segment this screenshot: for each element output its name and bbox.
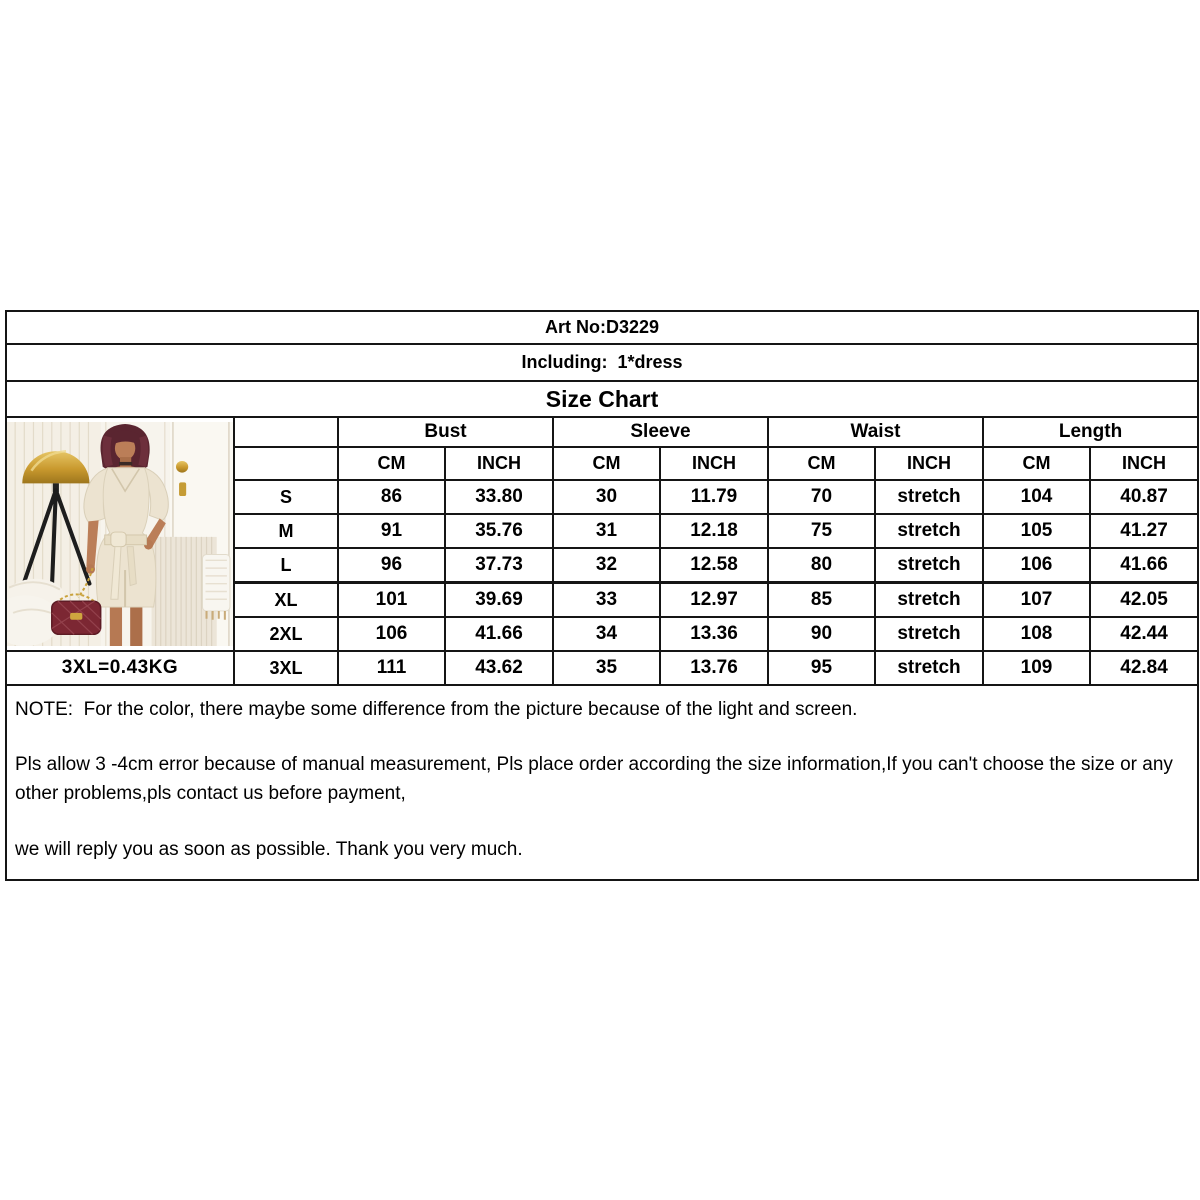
- door-keyhole: [179, 482, 186, 496]
- knitted-bag: [202, 554, 229, 619]
- bust-cm: 96: [338, 548, 445, 583]
- length-cm: 108: [983, 617, 1090, 651]
- waist-inch: stretch: [875, 651, 983, 685]
- sleeve-inch: 13.76: [660, 651, 768, 685]
- bust-inch: 35.76: [445, 514, 553, 548]
- sleeve-inch: 12.18: [660, 514, 768, 548]
- size-label: 2XL: [234, 617, 338, 651]
- length-inch: 42.05: [1090, 583, 1198, 618]
- waist-inch-header: INCH: [875, 447, 983, 480]
- waist-inch: stretch: [875, 514, 983, 548]
- waist-cm: 70: [768, 480, 875, 514]
- bust-inch-header: INCH: [445, 447, 553, 480]
- bust-inch: 43.62: [445, 651, 553, 685]
- bust-cm: 111: [338, 651, 445, 685]
- waist-inch: stretch: [875, 617, 983, 651]
- bust-cm: 106: [338, 617, 445, 651]
- bust-cm: 86: [338, 480, 445, 514]
- size-label: S: [234, 480, 338, 514]
- bust-cm: 101: [338, 583, 445, 618]
- col-group-length: Length: [983, 417, 1198, 447]
- sleeve-cm: 35: [553, 651, 660, 685]
- bust-inch: 39.69: [445, 583, 553, 618]
- length-inch: 41.27: [1090, 514, 1198, 548]
- bust-cm: 91: [338, 514, 445, 548]
- waist-cm-header: CM: [768, 447, 875, 480]
- note-color-disclaimer: NOTE: For the color, there maybe some difference from the picture because of the light and screen.: [15, 699, 858, 720]
- col-group-sleeve: Sleeve: [553, 417, 768, 447]
- waist-cm: 80: [768, 548, 875, 583]
- art-no-row: [6, 311, 1198, 344]
- unit-blank-cell: [234, 447, 338, 480]
- art-no-text: Art No:D3229: [6, 311, 1198, 344]
- size-row-3xl: [6, 651, 1198, 685]
- col-group-waist: Waist: [768, 417, 983, 447]
- size-chart-table: [5, 310, 1199, 881]
- bust-cm-header: CM: [338, 447, 445, 480]
- waist-inch: stretch: [875, 548, 983, 583]
- measurement-group-header-row: [6, 417, 1198, 447]
- length-inch: 40.87: [1090, 480, 1198, 514]
- sleeve-cm: 30: [553, 480, 660, 514]
- waist-inch: stretch: [875, 480, 983, 514]
- waist-cm: 90: [768, 617, 875, 651]
- sleeve-cm: 31: [553, 514, 660, 548]
- corner-blank-cell: [234, 417, 338, 447]
- sleeve-inch: 12.58: [660, 548, 768, 583]
- length-cm: 105: [983, 514, 1090, 548]
- sleeve-inch: 12.97: [660, 583, 768, 618]
- sleeve-cm: 34: [553, 617, 660, 651]
- bust-inch: 37.73: [445, 548, 553, 583]
- length-inch-header: INCH: [1090, 447, 1198, 480]
- waist-inch: stretch: [875, 583, 983, 618]
- sleeve-inch: 13.36: [660, 617, 768, 651]
- sleeve-cm-header: CM: [553, 447, 660, 480]
- notes-cell: [6, 685, 1198, 880]
- size-label: 3XL: [234, 651, 338, 685]
- length-cm: 106: [983, 548, 1090, 583]
- waist-cm: 95: [768, 651, 875, 685]
- size-label: L: [234, 548, 338, 583]
- note-measurement-disclaimer: Pls allow 3 -4cm error because of manual measurement, Pls place order according the size information,If you can't choose the size or any other problems,pls contact us before payment,: [15, 754, 1179, 804]
- waist-cm: 75: [768, 514, 875, 548]
- sleeve-inch: 11.79: [660, 480, 768, 514]
- product-photo: [7, 422, 233, 646]
- size-label: M: [234, 514, 338, 548]
- sleeve-inch-header: INCH: [660, 447, 768, 480]
- length-cm: 109: [983, 651, 1090, 685]
- size-chart-title-row: [6, 381, 1198, 417]
- length-cm-header: CM: [983, 447, 1090, 480]
- photo-cell: [6, 417, 234, 651]
- sleeve-cm: 32: [553, 548, 660, 583]
- length-cm: 107: [983, 583, 1090, 618]
- weight-note: 3XL=0.43KG: [6, 651, 234, 685]
- waist-cm: 85: [768, 583, 875, 618]
- including-text: Including: 1*dress: [6, 344, 1198, 381]
- including-row: [6, 344, 1198, 381]
- size-label: XL: [234, 583, 338, 618]
- door-knob: [176, 461, 188, 473]
- length-cm: 104: [983, 480, 1090, 514]
- size-chart-title: Size Chart: [6, 381, 1198, 417]
- bust-inch: 33.80: [445, 480, 553, 514]
- col-group-bust: Bust: [338, 417, 553, 447]
- sleeve-cm: 33: [553, 583, 660, 618]
- length-inch: 42.44: [1090, 617, 1198, 651]
- length-inch: 41.66: [1090, 548, 1198, 583]
- length-inch: 42.84: [1090, 651, 1198, 685]
- note-reply-message: we will reply you as soon as possible. Thank you very much.: [15, 839, 523, 860]
- notes-row: [6, 685, 1198, 880]
- bust-inch: 41.66: [445, 617, 553, 651]
